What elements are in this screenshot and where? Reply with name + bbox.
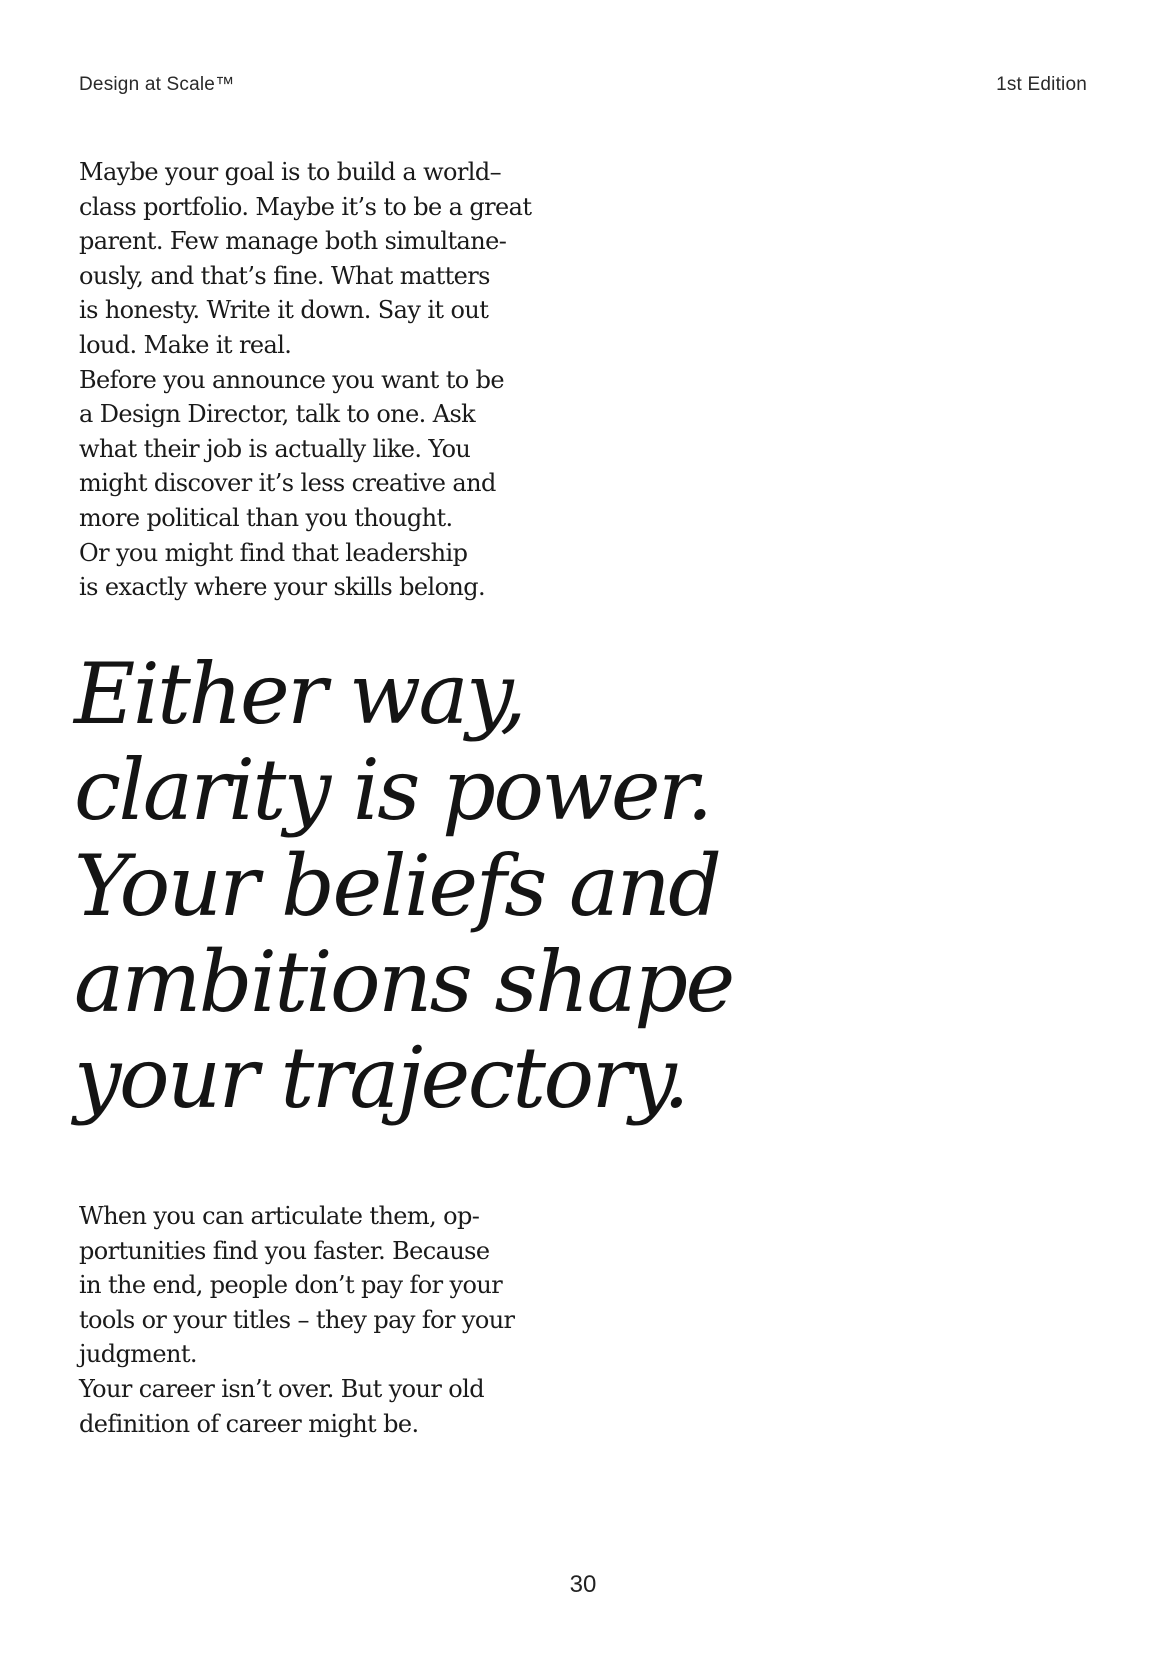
text-line: Before you announce you want to be <box>79 365 504 394</box>
running-header <box>79 74 1087 104</box>
page-number: 30 <box>569 1571 597 1598</box>
closing-paragraph <box>79 1199 599 1441</box>
text-line: a Design Director, talk to one. Ask <box>79 400 476 429</box>
text-line: judgment. <box>79 1340 197 1369</box>
text-line: definition of career might be. <box>79 1409 419 1438</box>
pull-quote <box>74 646 794 1126</box>
book-title: Design at Scale™ <box>79 74 235 95</box>
text-line: portunities find you faster. Because <box>79 1236 490 1265</box>
text-line: class portfolio. Maybe it’s to be a great <box>79 192 532 221</box>
pull-quote-line: clarity is power. <box>74 741 711 839</box>
text-line: what their job is actually like. You <box>79 434 471 463</box>
text-line: When you can articulate them, op- <box>79 1202 480 1230</box>
text-line: in the end, people don’t pay for your <box>79 1271 503 1300</box>
pull-quote-line: Either way, <box>74 645 525 743</box>
text-line: Or you might find that leadership <box>79 538 468 567</box>
text-line: ously, and that’s fine. What matters <box>79 261 490 290</box>
intro-paragraph <box>79 155 599 605</box>
text-line: is honesty. Write it down. Say it out <box>79 296 489 325</box>
text-line: Maybe your goal is to build a world– <box>79 158 501 186</box>
text-line: loud. Make it real. <box>79 330 292 359</box>
pull-quote-line: ambitions shape <box>74 933 733 1031</box>
pull-quote-line: your trajectory. <box>74 1029 688 1127</box>
text-line: is exactly where your skills belong. <box>79 573 486 602</box>
pull-quote-line: Your beliefs and <box>74 837 720 935</box>
text-line: parent. Few manage both simultane- <box>79 227 507 256</box>
text-line: might discover it’s less creative and <box>79 469 496 498</box>
edition-label: 1st Edition <box>996 74 1087 95</box>
text-line: tools or your titles – they pay for your <box>79 1305 515 1334</box>
text-line: more political than you thought. <box>79 503 453 532</box>
text-line: Your career isn’t over. But your old <box>79 1374 484 1403</box>
